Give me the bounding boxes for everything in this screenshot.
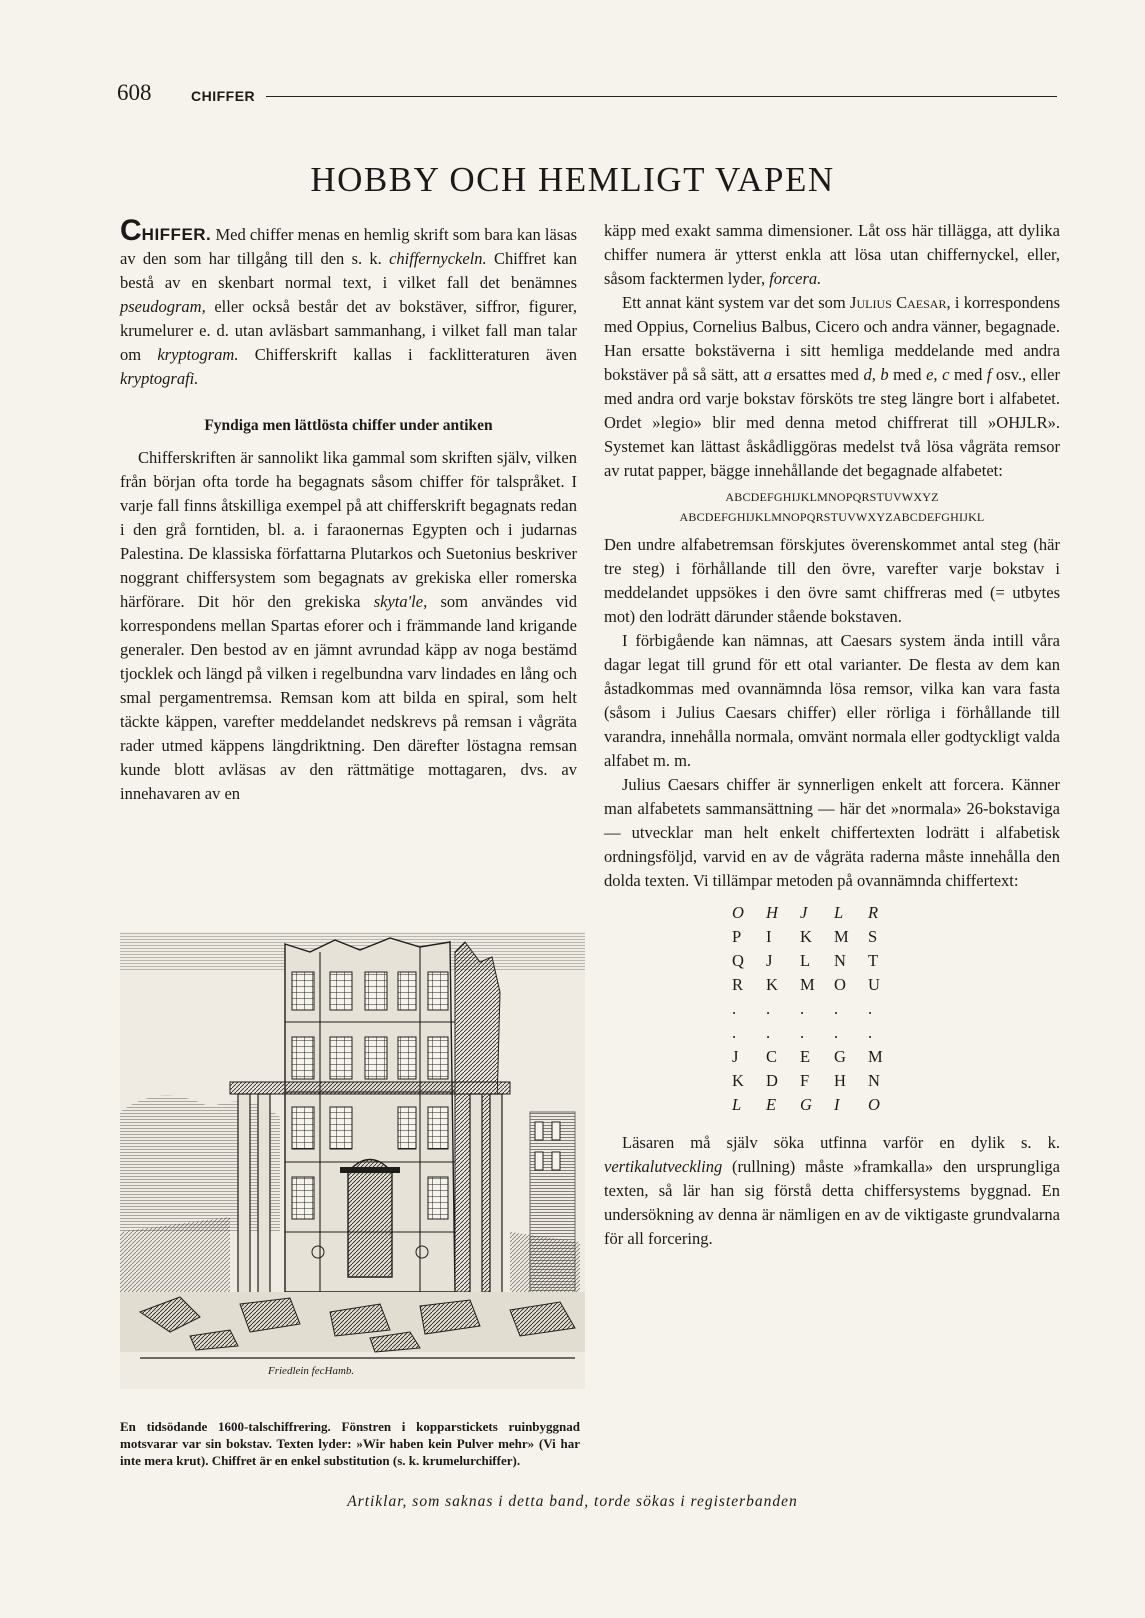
left-column	[120, 214, 577, 806]
cipher-cell: K	[732, 1071, 744, 1090]
cipher-cell: O	[834, 975, 846, 994]
cipher-cell: J	[800, 903, 808, 922]
cipher-cell: K	[800, 927, 812, 946]
cipher-row	[732, 1093, 902, 1117]
cipher-cell: E	[800, 1047, 811, 1066]
cipher-cell: .	[834, 999, 839, 1018]
cipher-cell: G	[800, 1095, 812, 1114]
body-paragraph: I förbigående kan nämnas, att Caesars system ända intill våra dagar legat till grund för ett otal varianter. De flesta av dem kan åstadkommas med ovannämnda lösa remsor, vilka kan vara fasta (såsom i Julius Caesars chiffer) eller rörliga i förhållande till varandra, innehålla normala, omvänt normala eller godtyckligt valda alfabet m. m.	[604, 631, 1060, 770]
body-paragraph: Chifferskriften är sannolikt lika gammal som skriften själv, vilken från början ofta torde ha begagnats såsom chiffer för talspråket. I varje fall finns åtskilliga exempel på att chifferskrift begagnats redan i den grå forntiden, bl. a. i faraonernas Egypten och i judarnas Palestina. De klassiska författarna Plutarkos och Suetonius beskriver noggrant chiffersystem som begagnats av grekiska eller romerska härförare. Dit hör den grekiska skyta'le, som användes vid korrespondens mellan Spartas eforer och i främmande land krigande generaler. Den bestod av en jämnt avrundad käpp av noga bestämd tjocklek och längd på vilken i regelbundna varv lindades en lång och smal pergamentremsa. Remsan kom att bilda en spiral, som helt täckte käppen, varefter meddelandet nedskrevs på remsan i vågräta rader utmed käppens längdriktning. Den därefter löstagna remsan kunde blott avläsas av den rättmätige mottagaren, dvs. av innehavaren av en	[120, 448, 577, 803]
cipher-cell: N	[868, 1071, 880, 1090]
cipher-cell: L	[732, 1095, 742, 1114]
cipher-cell: L	[800, 951, 811, 970]
cipher-cell: D	[766, 1071, 778, 1090]
body-paragraph: Den undre alfabetremsan förskjutes överenskommet antal steg (här tre steg) i förhållande till den övre, varefter varje bokstav i meddelandet uppsökes i den övre samt chiffreras med (= utbytes mot) den lodrätt därunder stående bokstaven.	[604, 535, 1060, 626]
cipher-cell: .	[766, 999, 771, 1018]
cipher-row	[732, 949, 902, 973]
drop-cap: C	[120, 214, 142, 247]
cipher-row	[732, 925, 902, 949]
cipher-row	[732, 1069, 902, 1093]
cipher-cell: .	[800, 1023, 805, 1042]
subheading: Fyndiga men lättlösta chiffer under antiken	[204, 417, 493, 434]
cipher-row	[732, 1021, 902, 1045]
cipher-cell: C	[766, 1047, 778, 1066]
cipher-cell: Q	[732, 951, 744, 970]
cipher-cell: J	[732, 1047, 739, 1066]
cipher-cell: M	[834, 927, 849, 946]
cipher-row	[732, 997, 902, 1021]
cipher-cell: .	[732, 999, 737, 1018]
cipher-cell: K	[766, 975, 778, 994]
cipher-cell: I	[766, 927, 772, 946]
cipher-cell: .	[766, 1023, 771, 1042]
article-title: HOBBY OCH HEMLIGT VAPEN	[310, 160, 835, 199]
cipher-cell: I	[834, 1095, 840, 1114]
cipher-cell: O	[732, 903, 744, 922]
cipher-cell: O	[868, 1095, 880, 1114]
cipher-cell: .	[834, 1023, 839, 1042]
cipher-cell: H	[834, 1071, 846, 1090]
cipher-row	[732, 901, 902, 925]
cipher-cell: .	[868, 999, 873, 1018]
cipher-row	[732, 1045, 902, 1069]
running-header	[117, 80, 1057, 110]
body-paragraph: Ett annat känt system var det som Julius Caesar, i korrespondens med Oppius, Cornelius Balbus, Cicero och andra vänner, begagnade. Han ersatte bokstäverna i sitt hemliga meddelande med andra bokstäver på så sätt, att a ersattes med d, b med e, c med f osv., eller med andra ord varje bokstav försköts tre steg längre bort i alfabetet. Ordet »legio» blir med denna metod chiffrerat till »OHJLR». Systemet kan lättast åskådliggöras medelst två lösa vågräta remsor av rutat papper, bägge innehållande det begagnade alfabetet:	[604, 293, 1060, 480]
cipher-cell: R	[732, 975, 744, 994]
page-number: 608	[117, 80, 152, 105]
header-rule	[266, 96, 1057, 97]
cipher-cell: .	[732, 1023, 737, 1042]
cipher-cell: P	[732, 927, 742, 946]
cipher-cell: J	[766, 951, 773, 970]
figure-caption: En tidsödande 1600-talschiffrering. Fönstren i kopparstickets ruinbyggnad motsvarar var sin bokstav. Texten lyder: »Wir haben kein Pulver mehr» (Vi har inte mera krut). Chiffret är en enkel substitution (s. k. krumelurchiffer).	[120, 1419, 580, 1468]
cipher-cell: U	[868, 975, 880, 994]
page-footer: Artiklar, som saknas i detta band, torde sökas i registerbanden	[347, 1493, 798, 1510]
cipher-grid	[732, 901, 902, 1117]
cipher-cell: T	[868, 951, 879, 970]
section-title: CHIFFER	[191, 88, 256, 104]
cipher-cell: L	[834, 903, 844, 922]
right-column	[604, 219, 1060, 1251]
body-paragraph: käpp med exakt samma dimensioner. Låt oss här tillägga, att dylika chiffer numera är ytterst enkla att lösa utan chiffernyckel, eller, såsom facktermen lyder, forcera.	[604, 221, 1060, 288]
ruin-engraving	[120, 932, 585, 1389]
cipher-cell: F	[800, 1071, 810, 1090]
intro-paragraph: CHIFFER. Med chiffer menas en hemlig skrift som bara kan läsas av den som har tillgång till den s. k. chiffernyckeln. Chiffret kan bestå av en skenbart normal text, i vilket fall det benämnes pseudogram, eller också består det av bokstäver, siffror, figurer, krumelurer e. d. utan avläsbart sammanhang, i vilket fall man talar om kryptogram. Chifferskrift kallas i facklitteraturen även kryptografi.	[120, 214, 577, 388]
cipher-row	[732, 973, 902, 997]
alphabet-strip-lower: ABCDEFGHIJKLMNOPQRSTUVWXYZABCDEFGHIJKL	[679, 510, 985, 524]
alphabet-strip-upper: ABCDEFGHIJKLMNOPQRSTUVWXYZ	[725, 490, 939, 504]
cipher-cell: R	[868, 903, 879, 922]
person-name: Julius Caesar,	[850, 293, 951, 312]
cipher-cell: G	[834, 1047, 846, 1066]
body-paragraph: Julius Caesars chiffer är synnerligen enkelt att forcera. Känner man alfabetets sammansättning — här det »normala» 26-bokstaviga — utvecklar man helt enkelt chiffertexten lodrätt i alfabetisk ordningsföljd, varvid en av de vågräta raderna måste innehålla den dolda texten. Vi tillämpar metoden på ovannämnda chiffertext:	[604, 775, 1060, 890]
body-paragraph: Läsaren må själv söka utfinna varför en dylik s. k. vertikalutveckling (rullning) måste »framkalla» den ursprungliga texten, så lär han sig förstå detta chiffersystems byggnad. En undersökning av denna är nämligen en av de viktigaste grundvalarna för all forcering.	[604, 1133, 1060, 1248]
cipher-cell: N	[834, 951, 846, 970]
cipher-cell: E	[766, 1095, 777, 1114]
engraver-signature: Friedlein fecHamb.	[268, 1365, 355, 1377]
engraving-figure	[120, 932, 585, 1389]
cipher-cell: .	[800, 999, 805, 1018]
cipher-cell: H	[766, 903, 778, 922]
cipher-cell: .	[868, 1023, 873, 1042]
cipher-cell: M	[800, 975, 815, 994]
cipher-cell: M	[868, 1047, 883, 1066]
lead-word: HIFFER.	[141, 225, 212, 244]
cipher-cell: S	[868, 927, 878, 946]
